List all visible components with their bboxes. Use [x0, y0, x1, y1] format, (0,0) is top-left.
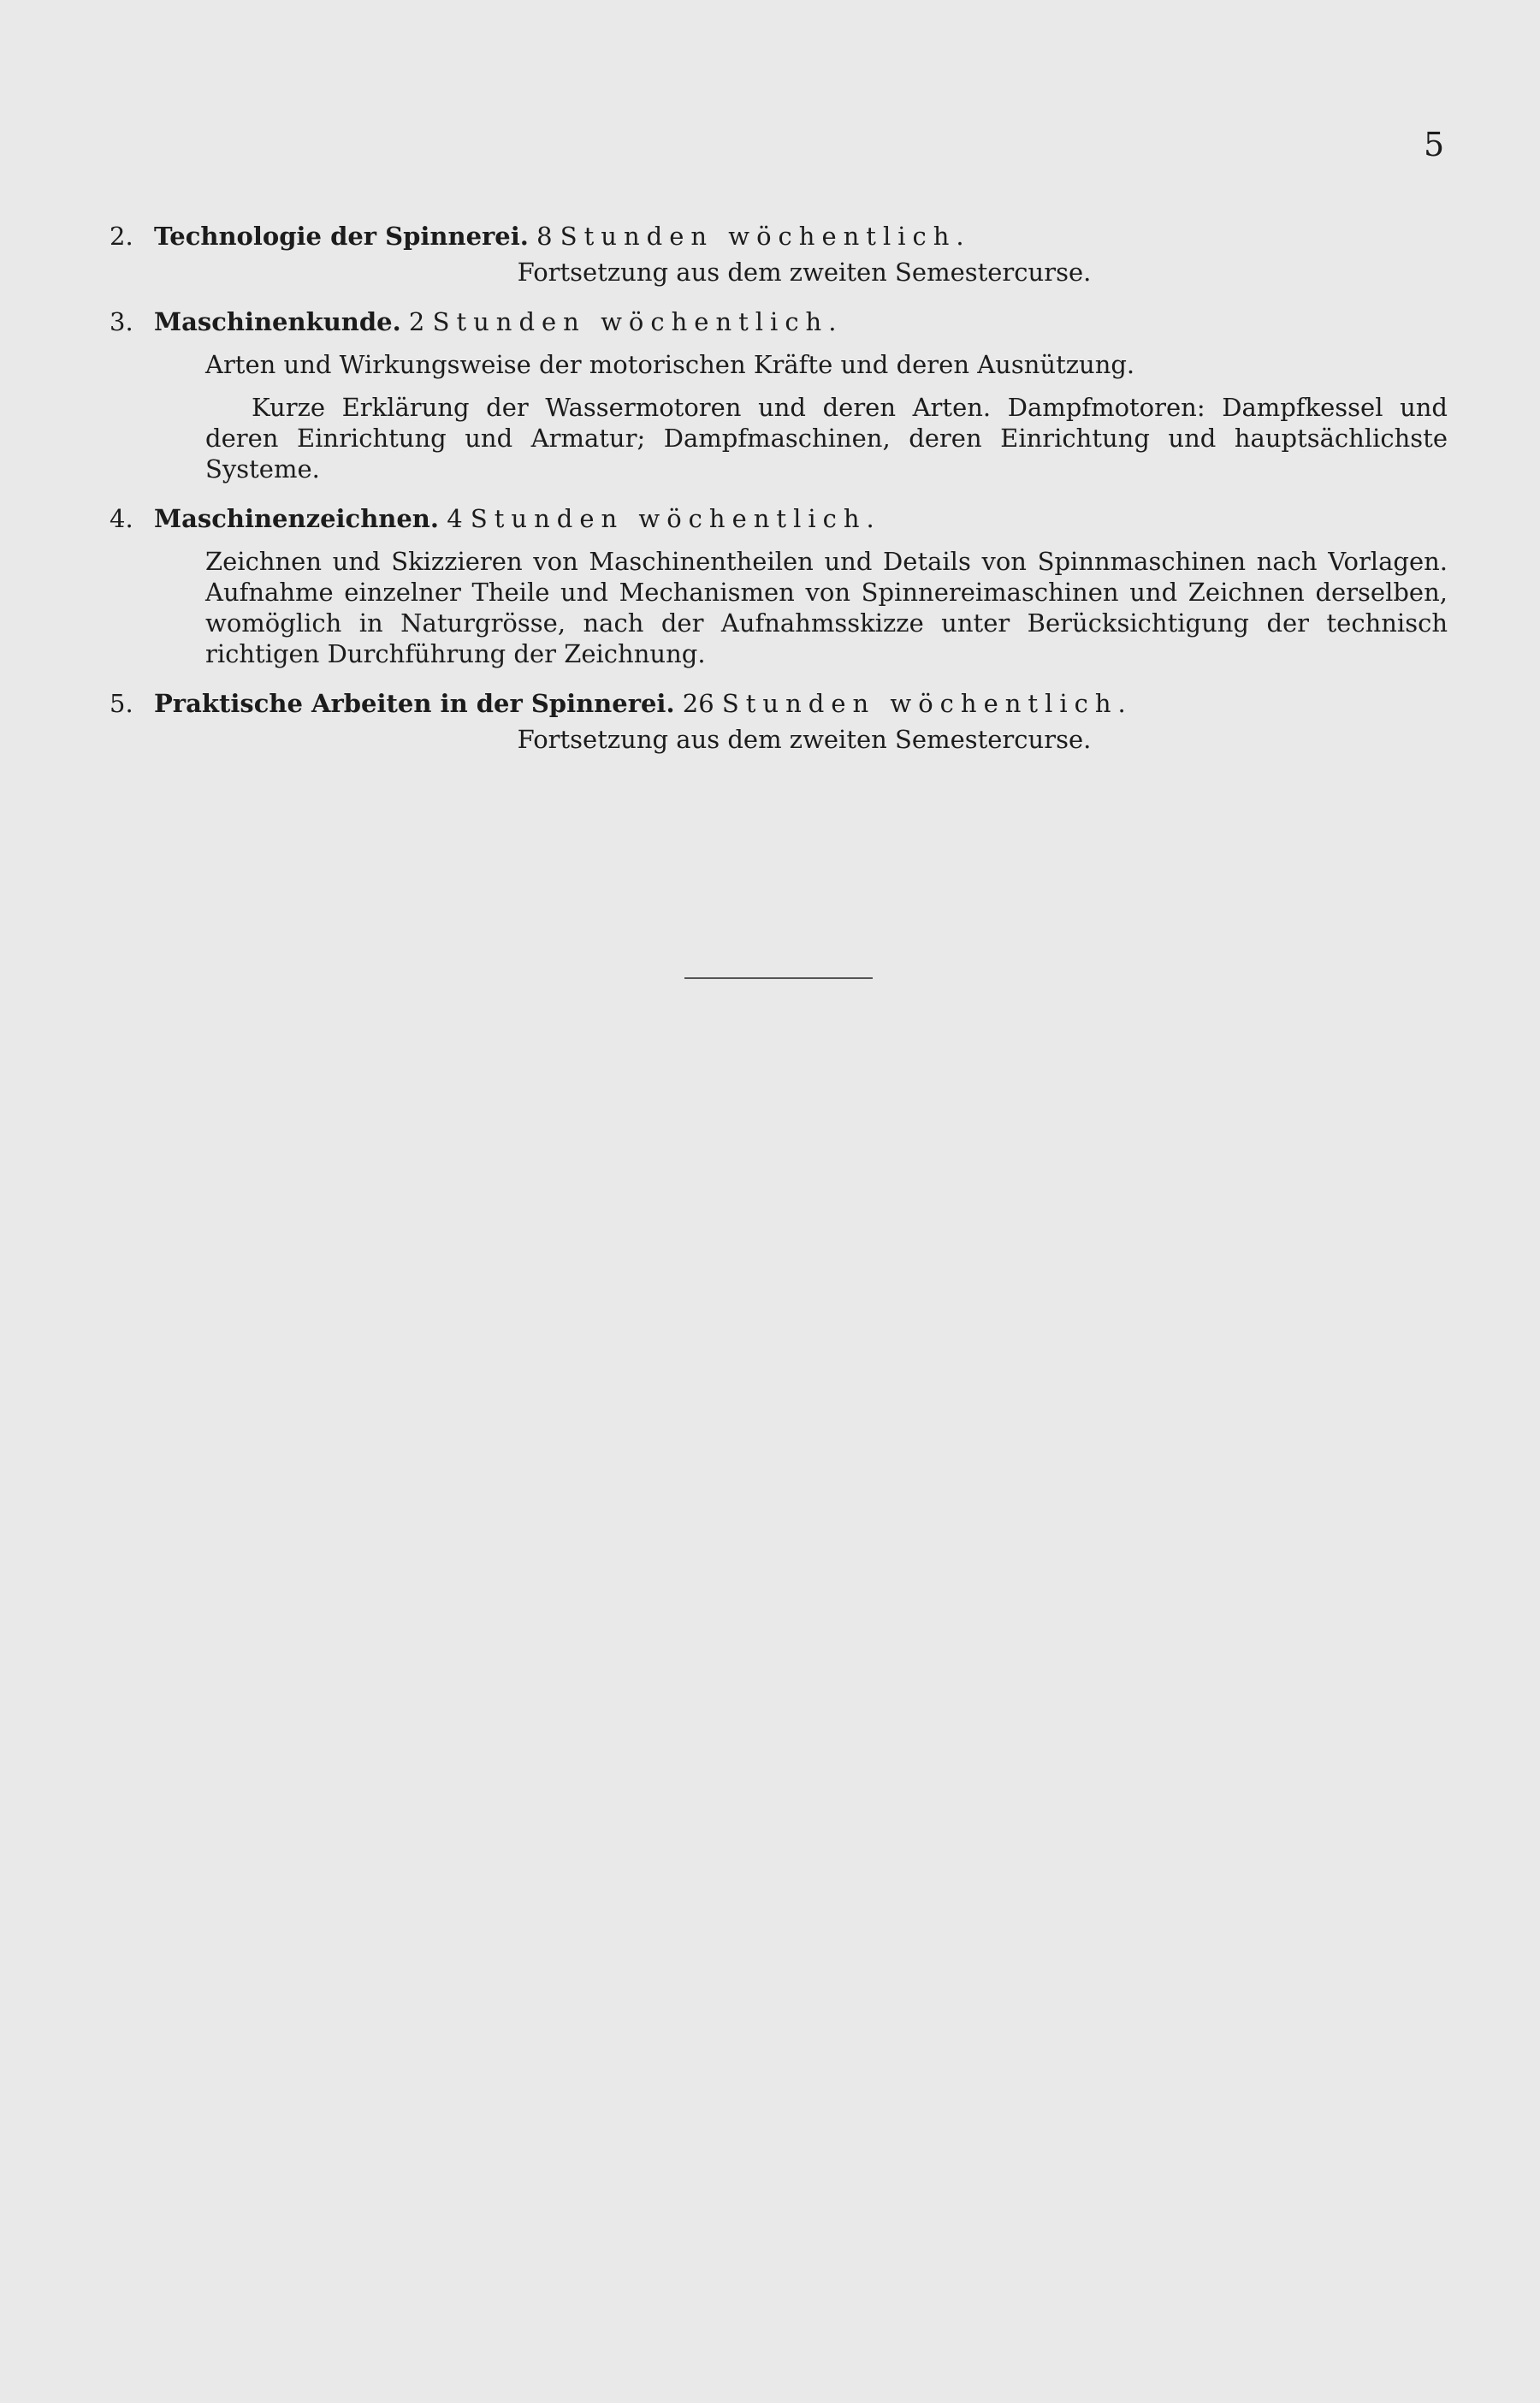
- course-number: 3.: [110, 307, 133, 336]
- section-end-rule: [684, 977, 873, 979]
- course-title: Maschinenzeichnen.: [154, 504, 439, 533]
- course-item-praktische-arbeiten: [110, 688, 1448, 755]
- course-heading: [110, 221, 1448, 252]
- course-title: Technologie der Spinnerei.: [154, 222, 529, 251]
- course-list: [110, 221, 1448, 755]
- course-item-technologie: [110, 221, 1448, 288]
- course-number: 4.: [110, 504, 133, 533]
- course-hours-label: Stunden wöchentlich.: [560, 222, 971, 251]
- course-note: Fortsetzung aus dem zweiten Semestercurse.: [517, 725, 1092, 754]
- course-hours: 2: [408, 307, 425, 336]
- course-note: Fortsetzung aus dem zweiten Semestercurse.: [517, 258, 1092, 287]
- course-title: Maschinenkunde.: [154, 307, 401, 336]
- course-description: Kurze Erklärung der Wassermotoren und deren Arten. Dampfmotoren: Dampfkessel und deren Einrichtung und Armatur; Dampfmaschinen, deren Einrichtung und hauptsächlichste Systeme.: [205, 393, 1448, 484]
- course-number: 5.: [110, 689, 133, 718]
- page-number: 5: [1424, 126, 1445, 163]
- course-title: Praktische Arbeiten in der Spinnerei.: [154, 689, 675, 718]
- course-hours: 8: [536, 222, 553, 251]
- course-heading: [110, 688, 1448, 719]
- course-heading: [110, 306, 1448, 337]
- course-hours: 26: [682, 689, 714, 718]
- course-item-maschinenkunde: [110, 306, 1448, 484]
- course-item-maschinenzeichnen: [110, 503, 1448, 669]
- course-hours-label: Stunden wöchentlich.: [721, 689, 1133, 718]
- course-hours-label: Stunden wöchentlich.: [432, 307, 844, 336]
- course-hours: 4: [447, 504, 463, 533]
- course-description: Zeichnen und Skizzieren von Maschinentheilen und Details von Spinnmaschinen nach Vorlagen. Aufnahme einzelner Theile und Mechanismen von Spinnereimaschinen und Zeichnen derselben, womöglich in Naturgrösse, nach der Aufnahmsskizze unter Berücksichtigung der technisch richtigen Durchführung der Zeichnung.: [205, 547, 1448, 668]
- course-number: 2.: [110, 222, 133, 251]
- course-description: Arten und Wirkungsweise der motorischen Kräfte und deren Ausnützung.: [205, 350, 1135, 379]
- course-heading: [110, 503, 1448, 534]
- course-hours-label: Stunden wöchentlich.: [470, 504, 881, 533]
